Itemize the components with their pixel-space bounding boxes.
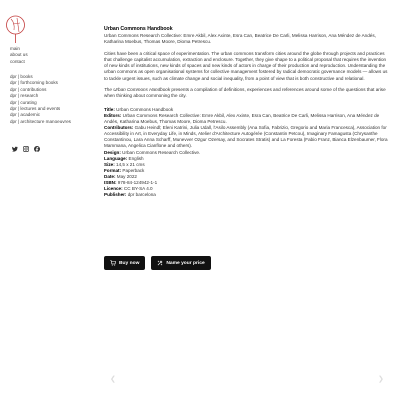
- nav-link-contact[interactable]: contact: [10, 58, 25, 64]
- meta-label: Publisher:: [104, 192, 127, 198]
- previous-arrow-icon[interactable]: ❮: [110, 376, 116, 383]
- social-links: [12, 139, 40, 145]
- meta-label: Language:: [104, 155, 128, 161]
- meta-label: Editors:: [104, 112, 122, 118]
- book-authors: Urban Commons Research Collective: Emre Akbil, Alex Axinte, Esra Can, Beatrice De Carli, Melissa Harrison, Ana Méndez de Andés, Katharina Moebus, Thomas Moore, Dioma Petrescu.: [104, 33, 376, 45]
- nav-link-academic[interactable]: dpr | academic: [10, 112, 41, 118]
- nav-link-lectures-and-events[interactable]: dpr | lectures and events: [10, 106, 61, 112]
- top-navigation: [10, 46, 28, 65]
- purchase-actions: [104, 256, 211, 270]
- meta-label: Design:: [104, 149, 121, 155]
- book-details: [104, 26, 390, 198]
- nav-link-research[interactable]: dpr | research: [10, 93, 39, 99]
- meta-row-editors: [104, 113, 390, 125]
- meta-value: 978-84-124942-1-1: [117, 179, 158, 185]
- nav-link-architecture-manoeuvres[interactable]: dpr | architecture manoeuvres: [10, 118, 71, 124]
- book-description: Cities have been a critical space of experimentation. The urban commons transform cities around the globe through projects and practices that challenge capitalist accumulation, extraction and enclosure. Together, they give shape to a political proposal that requires the invention of new kinds of institutions, new kinds of spaces and new kinds of actors in charge of their production and reproduction. Understanding the urban commons as open organisational systems for collective management fostered by radical democratic governance models — allows us to tackle urgent issues, such as climate change and social inequality, from a point of view that is both constructive and relational.: [104, 51, 388, 81]
- dpr-logo[interactable]: [5, 9, 26, 44]
- meta-label: Format:: [104, 167, 122, 173]
- nav-link-contributions[interactable]: dpr | contributions: [10, 86, 47, 92]
- book-summary-title: The Urban Commons Handbook: [104, 86, 171, 92]
- tools-icon: [157, 260, 163, 266]
- meta-value: Urban Commons Handbook: [116, 106, 174, 112]
- meta-value: Urban Commons Research Collective.: [122, 149, 201, 155]
- meta-value: May 2022: [116, 173, 137, 179]
- name-your-price-label: Name your price: [166, 260, 205, 266]
- book-summary-text: presents a compilation of definitions, experiences and references around some of the questions that arise when thinking about commoning the city.: [104, 86, 386, 98]
- name-your-price-button[interactable]: [151, 256, 210, 270]
- meta-value: Paperback: [122, 167, 145, 173]
- meta-value: CC BY-SA 4.0: [123, 186, 153, 192]
- meta-value: English: [128, 155, 144, 161]
- nav-link-main[interactable]: main: [10, 46, 20, 51]
- nav-link-books[interactable]: dpr | books: [10, 74, 33, 79]
- next-arrow-icon[interactable]: ❯: [378, 376, 384, 383]
- meta-value: 14,5 x 21 cms: [116, 161, 145, 167]
- book-summary: [104, 87, 390, 99]
- facebook-icon[interactable]: [34, 139, 40, 145]
- book-title: Urban Commons Handbook: [104, 26, 173, 32]
- nav-link-about-us[interactable]: about us: [10, 52, 28, 58]
- nav-link-forthcoming-books[interactable]: dpr | forthcoming books: [10, 80, 58, 86]
- book-metadata: [104, 107, 390, 198]
- meta-value: dpr barcelona: [127, 192, 156, 198]
- meta-row-publisher: [104, 192, 390, 198]
- buy-now-button[interactable]: [104, 256, 145, 270]
- meta-label: Date:: [104, 173, 116, 179]
- meta-value: Urban Commons Research Collective: Emre Akbil, Alex Axinte, Esra Can, Beatrice De Carli, Melissa Harrison, Ana Méndez de Andés, Katharina Moebus, Thomas Moore, Dioma Petrescu.: [104, 112, 380, 125]
- meta-label: ISBN:: [104, 179, 117, 185]
- buy-now-label: Buy now: [119, 260, 140, 266]
- section-navigation: [10, 74, 71, 125]
- meta-value: Gabu Heindl; Eleni Katrini, Julia Udall, l'Asilo Assembly (Ana Sofia, Fabrizio, Gregorio and Maria Francesca), Association for Accessibility in Art, in Everyday Life, in Minds, Atelier d'Architecture Autogérée (Constantin Petcou), Imaginary Famagusta (Chrysanthe Constantinou, Lara Anna Scharff, Munevver Ozgur Ozersay, and Socrates Stratis) and La Foresta (Fabio Franz, Bianca Elzenbaumer, Flora Mammana, Angelica Cianflone and others).: [104, 125, 388, 149]
- meta-label: Title:: [104, 106, 115, 112]
- nav-link-curating[interactable]: dpr | curating: [10, 99, 37, 105]
- cart-icon: [110, 260, 116, 266]
- meta-label: Contributors:: [104, 125, 134, 131]
- twitter-icon[interactable]: [12, 139, 18, 145]
- instagram-icon[interactable]: [23, 139, 29, 145]
- meta-label: Size:: [104, 161, 115, 167]
- meta-row-contributors: [104, 125, 390, 149]
- meta-label: Licence:: [104, 186, 123, 192]
